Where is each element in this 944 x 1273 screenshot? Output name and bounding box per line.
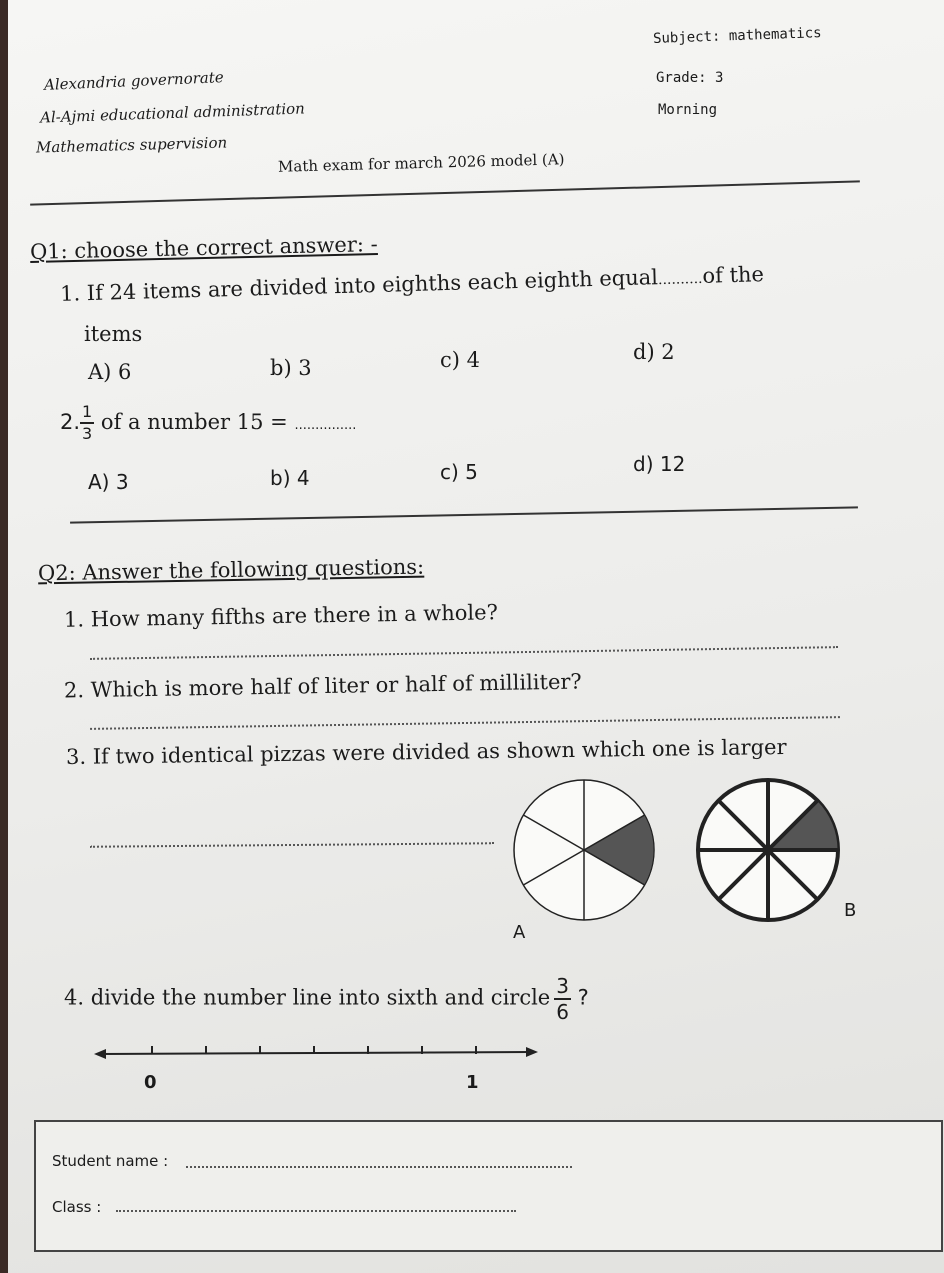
student-name-field[interactable] xyxy=(186,1166,572,1168)
exam-title: Math exam for march 2026 model (A) xyxy=(277,150,565,176)
pizza-a-label: A xyxy=(513,922,526,943)
pizza-b xyxy=(688,770,848,930)
number-line-zero: 0 xyxy=(144,1072,157,1093)
pizza-a xyxy=(504,770,664,930)
q2-title: Q2: Answer the following questions: xyxy=(37,554,425,586)
q2-item4-question-mark: ? xyxy=(577,985,589,1010)
q1-item1-tail: of the xyxy=(702,262,765,288)
q1-item1-blank: .......... xyxy=(657,270,703,289)
fraction-denominator: 6 xyxy=(556,1000,569,1024)
number-line xyxy=(92,1036,552,1076)
q2-item1-answer-line xyxy=(90,646,838,660)
q1-item1-main: 1. If 24 items are divided into eighths each eighth equal xyxy=(59,265,659,306)
q2-item3-answer-line xyxy=(90,842,494,848)
class-label: Class : xyxy=(52,1198,102,1216)
q1-item2-fraction xyxy=(80,404,94,442)
student-name-label: Student name : xyxy=(52,1152,169,1170)
q1-item1-choice-d: d) 2 xyxy=(633,340,675,364)
q2-item3-text: 3. If two identical pizzas were divided as shown which one is larger xyxy=(65,734,787,770)
fraction-denominator: 3 xyxy=(82,424,93,443)
q2-item2-answer-line xyxy=(90,716,840,730)
pizza-b-label: B xyxy=(844,900,857,921)
q1-item2-choice-c: c) 5 xyxy=(440,460,478,484)
q1-item2-main: of a number 15 = xyxy=(100,410,288,434)
q1-item1-text xyxy=(60,262,764,306)
shift-text: Morning xyxy=(658,102,718,118)
number-line-one: 1 xyxy=(466,1072,479,1093)
administration-text: Al-Ajmi educational administration xyxy=(39,99,306,127)
class-field[interactable] xyxy=(116,1210,516,1212)
q2-item4-fraction xyxy=(554,976,571,1022)
pizza-a-slices xyxy=(514,780,654,920)
q1-item2-text xyxy=(60,404,356,442)
q1-divider xyxy=(70,506,858,523)
subject-text: Subject: mathematics xyxy=(652,25,822,47)
supervision-text: Mathematics supervision xyxy=(35,133,228,157)
header-divider xyxy=(30,180,860,205)
q2-item4-main: 4. divide the number line into sixth and circle xyxy=(64,985,551,1010)
q1-item2-choice-d: d) 12 xyxy=(633,452,686,476)
q1-item2-prefix: 2. xyxy=(60,410,81,434)
q1-item2-choice-a: A) 3 xyxy=(88,470,129,494)
exam-paper xyxy=(8,0,944,1273)
governorate-text: Alexandria governorate xyxy=(43,68,225,94)
q1-item2-choice-b: b) 4 xyxy=(270,466,310,490)
pizza-b-slices xyxy=(698,780,838,920)
q1-item2-blank: ............... xyxy=(294,418,357,433)
q2-item4-text xyxy=(64,976,589,1022)
q2-item2-text: 2. Which is more half of liter or half of milliliter? xyxy=(63,669,582,703)
fraction-numerator: 3 xyxy=(556,974,569,998)
q1-item1-cont: items xyxy=(84,322,143,346)
student-info-box xyxy=(34,1120,943,1252)
grade-text: Grade: 3 xyxy=(656,70,724,86)
q1-item1-choice-b: b) 3 xyxy=(270,356,312,380)
q1-item1-choice-c: c) 4 xyxy=(440,348,480,372)
q1-title: Q1: choose the correct answer: - xyxy=(29,232,378,264)
q2-item1-text: 1. How many fifths are there in a whole? xyxy=(63,600,499,632)
fraction-numerator: 1 xyxy=(80,404,94,424)
q1-item1-choice-a: A) 6 xyxy=(88,360,132,384)
